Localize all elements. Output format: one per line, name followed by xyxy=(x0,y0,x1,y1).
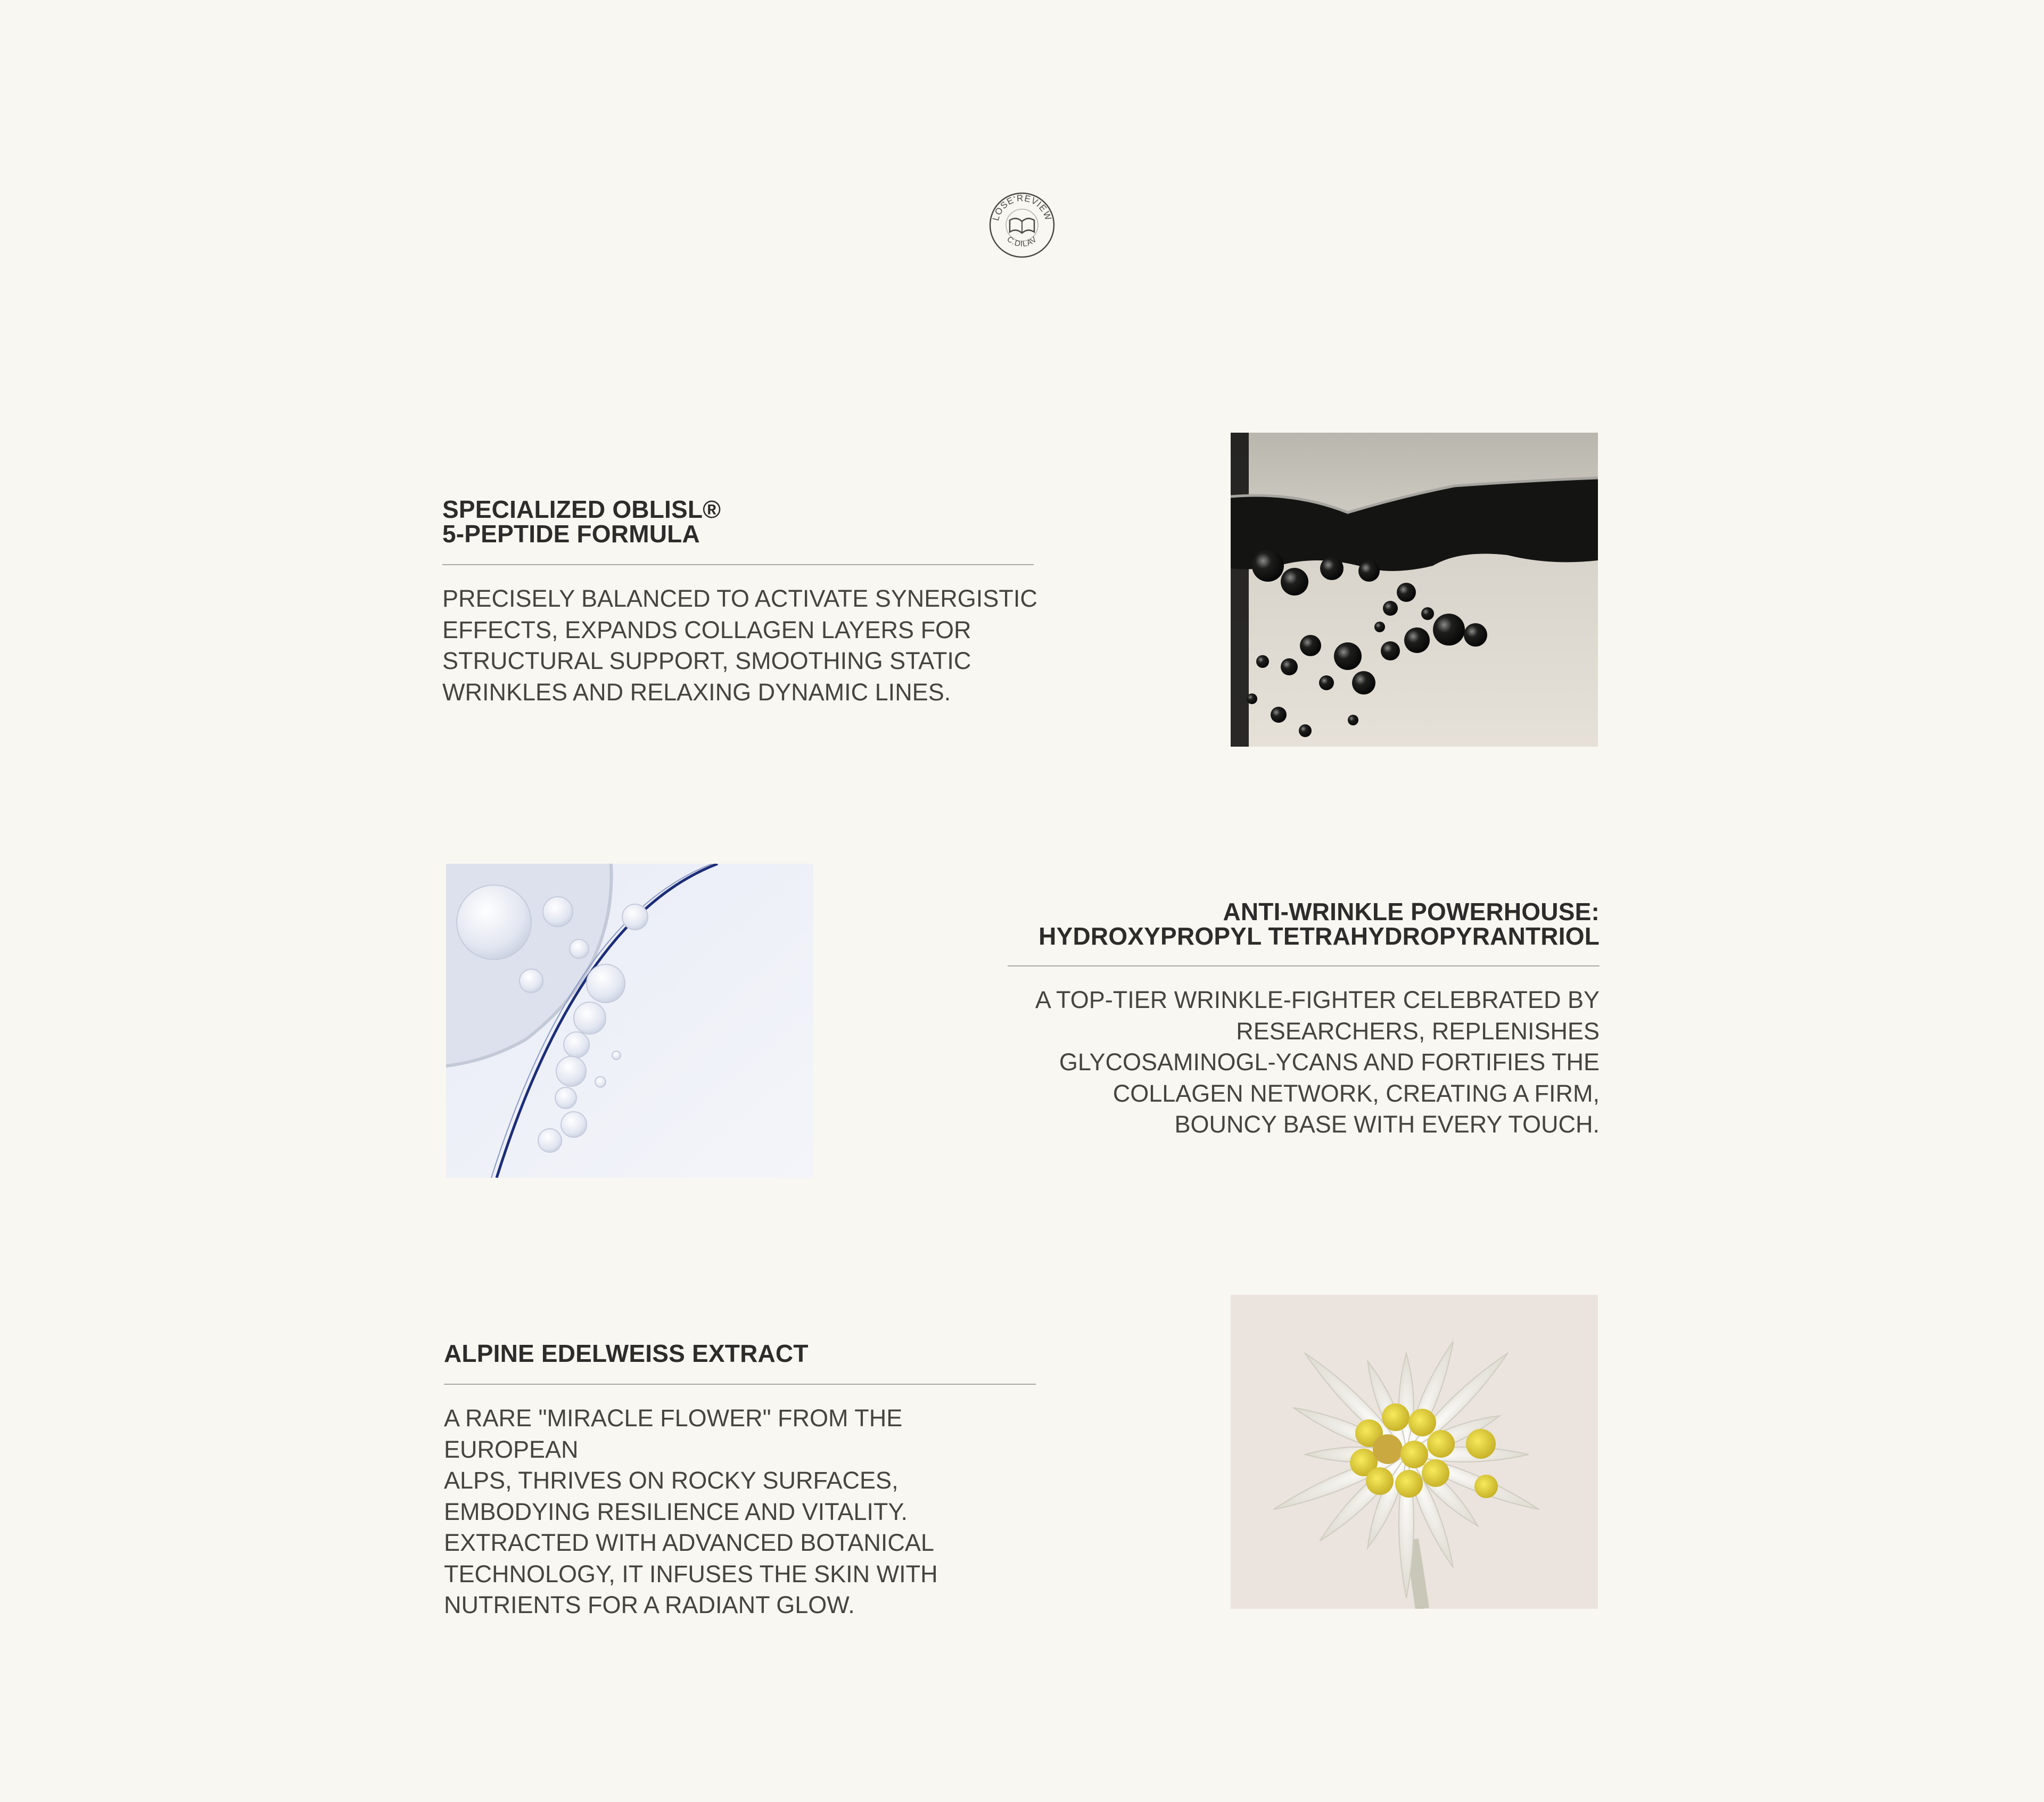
logo-text-bottom: C.DILAV xyxy=(1005,234,1039,249)
feature-title: ANTI-WRINKLE POWERHOUSE: HYDROXYPROPYL TETRAHYDROPYRANTRIOL xyxy=(1039,898,1600,950)
edelweiss-flower-photo xyxy=(1231,1295,1598,1609)
oil-bubbles-photo xyxy=(1231,433,1598,747)
svg-text:LOSE'REVIEW xyxy=(991,193,1053,222)
serum-droplets-photo xyxy=(446,864,813,1178)
feature-description: PRECISELY BALANCED TO ACTIVATE SYNERGISTIC EFFECTS, EXPANDS COLLAGEN LAYERS FOR STRUCTURAL SUPPORT, SMOOTHING STATIC WRINKLES AND RELAXING DYNAMIC LINES. xyxy=(442,585,1037,706)
divider xyxy=(442,564,1034,565)
brand-seal-logo xyxy=(988,192,1056,259)
feature-description: A TOP-TIER WRINKLE-FIGHTER CELEBRATED BY RESEARCHERS, REPLENISHES GLYCOSAMINOGL-YCANS AND FORTIFIES THE COLLAGEN NETWORK, CREATING A FIRM, BOUNCY BASE WITH EVERY TOUCH. xyxy=(1035,986,1600,1138)
feature-title: ALPINE EDELWEISS EXTRACT xyxy=(444,1340,809,1367)
feature-description: A RARE "MIRACLE FLOWER" FROM THE EUROPEAN ALPS, THRIVES ON ROCKY SURFACES, EMBODYING RESILIENCE AND VITALITY. EXTRACTED WITH ADVANCED BOTANICAL TECHNOLOGY, IT INFUSES THE SKIN WITH NUTRIENTS FOR A RADIANT GLOW. xyxy=(444,1404,938,1618)
svg-text:C.DILAV xyxy=(1005,235,1039,249)
logo-text-top: LOSE'REVIEW xyxy=(990,193,1054,222)
feature-title: SPECIALIZED OBLISL® 5-PEPTIDE FORMULA xyxy=(442,495,721,548)
divider xyxy=(1008,965,1600,966)
feature-section-edelweiss xyxy=(444,1340,1040,1618)
divider xyxy=(444,1384,1036,1385)
